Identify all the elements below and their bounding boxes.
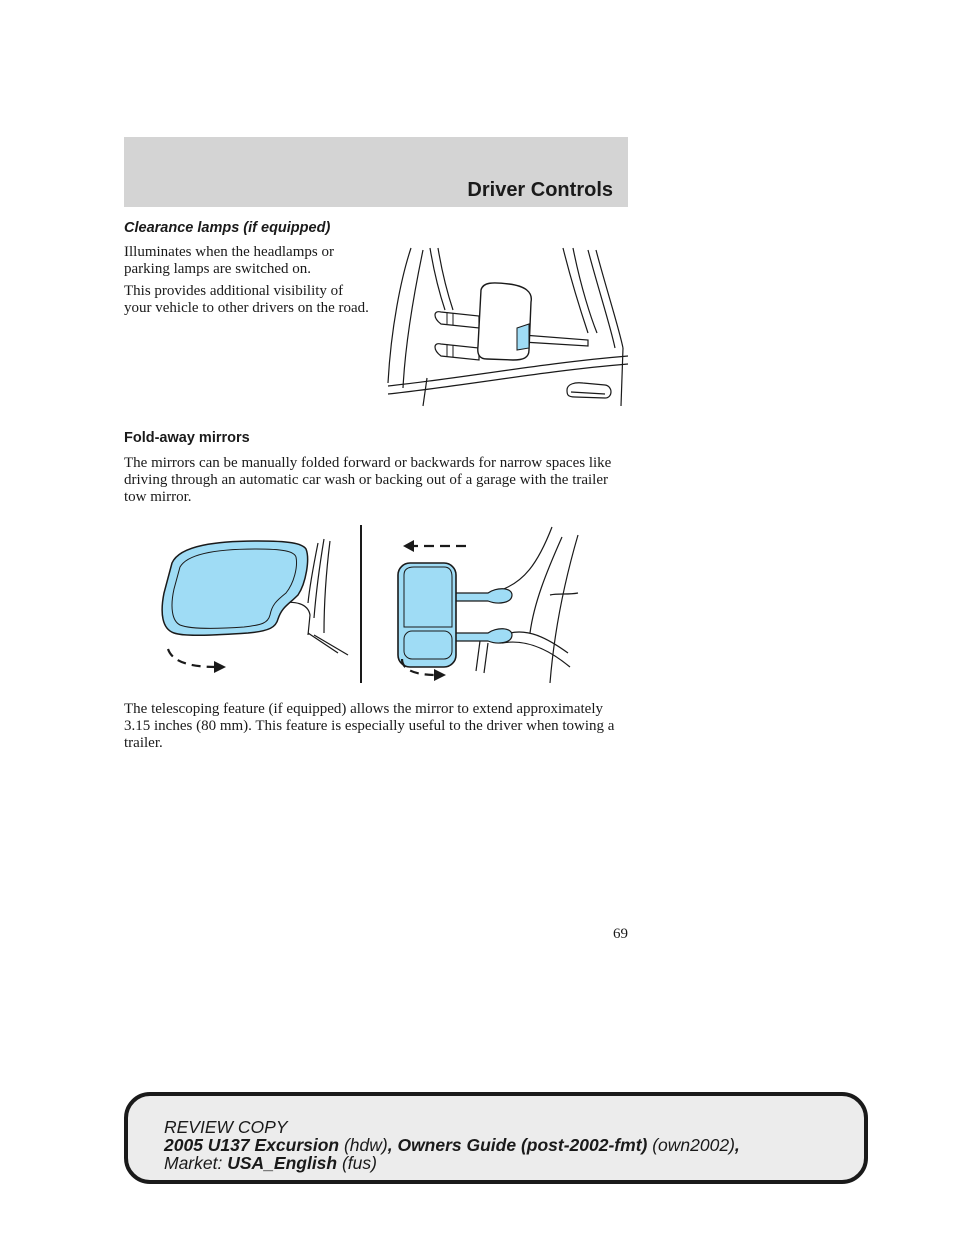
- footer-market-code: (fus): [337, 1153, 377, 1173]
- header-band: [124, 137, 628, 207]
- footer-market-label: Market:: [164, 1153, 228, 1173]
- footer-guide-code: (own2002): [647, 1135, 735, 1155]
- footer-review-copy: REVIEW COPY: [164, 1117, 288, 1137]
- telescoping-paragraph: The telescoping feature (if equipped) allows the mirror to extend approximately 3.15 inches (80 mm). This feature is especially useful to the driver when towing a trailer.: [124, 701, 615, 751]
- page-number: 69: [613, 926, 628, 942]
- footer-text: [164, 1118, 740, 1172]
- clearance-paragraph-2: This provides additional visibility of your vehicle to other drivers on the road.: [124, 283, 369, 316]
- footer-market: USA_English: [227, 1153, 338, 1173]
- clearance-lamps-heading: Clearance lamps (if equipped): [124, 220, 331, 236]
- footer-model: 2005 U137 Excursion: [164, 1135, 340, 1155]
- footer-comma: ,: [734, 1135, 740, 1155]
- clearance-paragraph-1: Illuminates when the headlamps or parking lamps are switched on.: [124, 244, 334, 277]
- fold-away-paragraph-1: The mirrors can be manually folded forward or backwards for narrow spaces like driving through an automatic car wash or backing out of a garage with the trailer tow mirror.: [124, 455, 612, 505]
- fold-away-mirrors-heading: Fold-away mirrors: [124, 430, 250, 446]
- fold-away-mirror-illustration: [158, 523, 588, 689]
- footer-line-3: [164, 1154, 740, 1172]
- clearance-lamp-illustration: [383, 238, 629, 408]
- footer-guide: , Owners Guide (post-2002-fmt): [387, 1135, 648, 1155]
- section-title: Driver Controls: [467, 179, 613, 201]
- footer-line-2: [164, 1136, 740, 1154]
- footer-model-code: (hdw): [339, 1135, 388, 1155]
- review-copy-footer: [124, 1092, 868, 1184]
